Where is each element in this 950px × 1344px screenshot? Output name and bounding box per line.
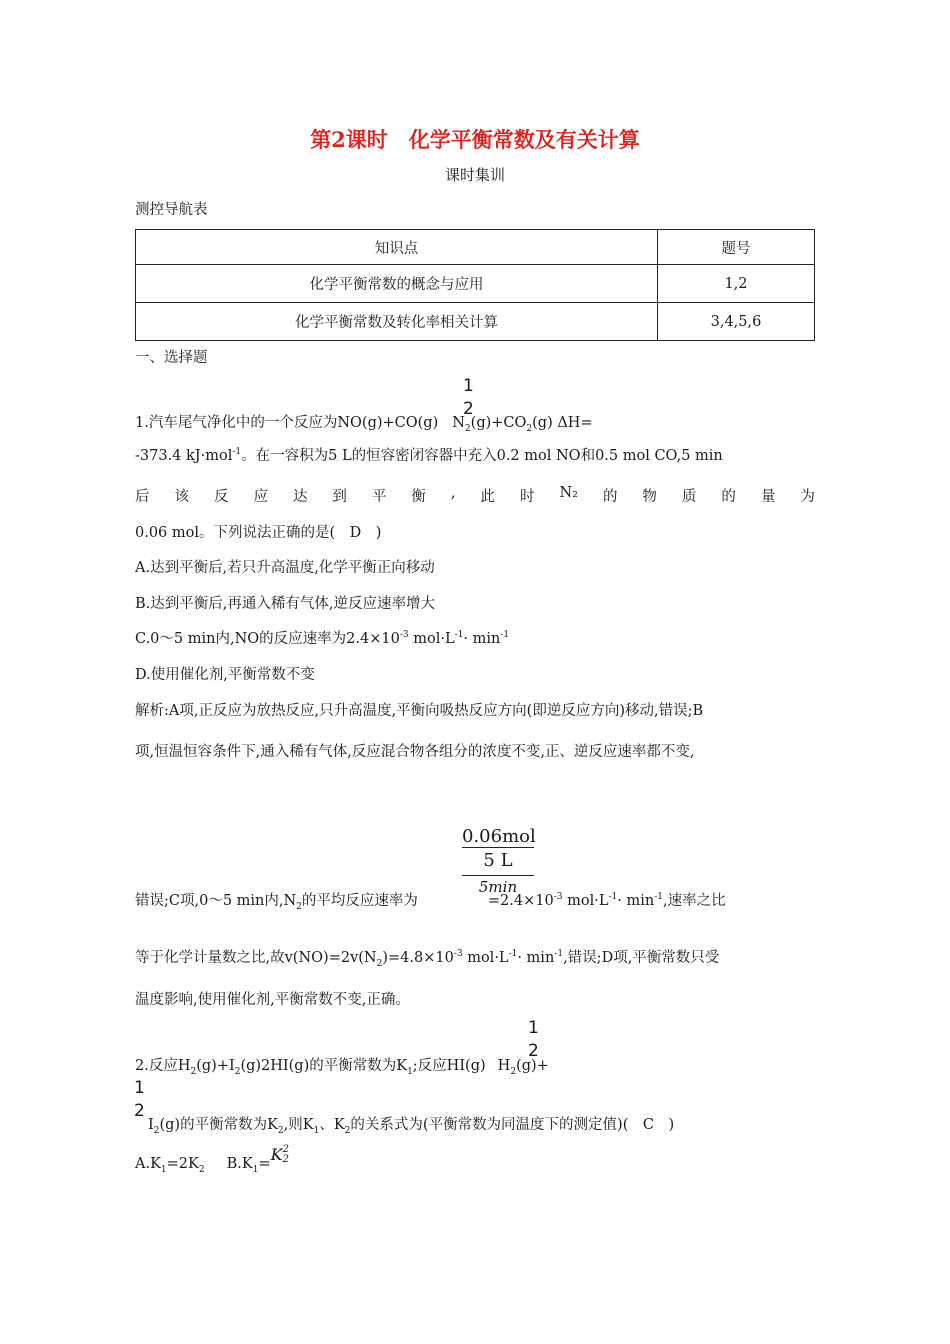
table-header-number: 题号 [658,230,815,265]
section-heading: 一、选择题 [135,350,208,366]
analysis-line-3: 错误;C项,0～5 min内$,N_2$的平均反应速率为 $=2.4\times 10^{-3}$ $mol\cdot L^{-1}\cdot \min^{-1}$,速率之比 [135,892,726,912]
table-cell-topic: 化学平衡常数的概念与应用 [136,265,658,303]
fraction-one-half: 1 2 [463,376,474,419]
question-2-line-2: $I_2(g)$的平衡常数为$K_2$,则$K_1$、$K_2$的关系式为(平衡常数为同温度下的测定值)( C ) [148,1117,675,1136]
question-2-options [135,1144,289,1175]
question-1-line-3: 后 该 反 应 达 到 平 衡 , 此 时 N₂ 的 物 质 的 量 为 [135,485,815,505]
option-a: $A.K_1=2K_2$ [135,1156,205,1175]
question-1-stem: 1.汽车尾气净化中的一个反应为NO(g)+CO(g) $N_2(g)+CO_2(g)$ ΔH= [135,415,593,434]
table-header-topic: 知识点 [136,230,658,265]
option-c: C.0～5 min内,NO的反应速率为$2.4\times 10^{-3}$ $mol\cdot L^{-1}\cdot \min^{-1}$ [135,630,510,647]
analysis-line-1: 解析:A项,正反应为放热反应,只升高温度,平衡向吸热反应方向(即逆反应方向)移动,错误;B [135,703,704,719]
table-cell-numbers: 3,4,5,6 [658,303,815,341]
option-b: $B.K_1=K$ 2 2 [226,1144,289,1175]
question-1-line-2: -373.4 kJ·mol$^{-1}$。在一容积为5 L的恒容密闭容器中充入0.2 mol NO和0.5 mol CO,5 min [135,447,723,464]
analysis-line-5: 温度影响,使用催化剂,平衡常数不变,正确。 [135,992,410,1008]
table-cell-numbers: 1,2 [658,265,815,303]
table-cell-topic: 化学平衡常数及转化率相关计算 [136,303,658,341]
question-2-line-1: 2.反应$H_2(g)+I_2(g)2HI(g)$的平衡常数为$K_1$;反应HI(g) $H_2(g)+$ [135,1058,549,1077]
fraction-one-half: 1 2 [134,1078,145,1121]
page-title: 第2课时 化学平衡常数及有关计算 [310,127,640,152]
option-b: B.达到平衡后,再通入稀有气体,逆反应速率增大 [135,596,435,612]
option-d: D.使用催化剂,平衡常数不变 [135,667,315,683]
analysis-line-4: 等于化学计量数之比,故$v(NO)=2v(N_2)=4.8\times 10^{-3}$ $mol\cdot L^{-1}\cdot \min^{-1}$,错误;D项,平衡常数只受 [135,949,720,969]
navigation-table [135,229,815,341]
subtitle: 课时集训 [444,166,505,184]
nav-label: 测控导航表 [135,202,208,218]
fraction-one-half: 1 2 [528,1018,539,1061]
option-a: A.达到平衡后,若只升高温度,化学平衡正向移动 [135,560,435,576]
question-1-line-4: 0.06 mol。下列说法正确的是( D ) [135,525,382,541]
rate-fraction: 0.06mol 5 L 5min [462,826,536,896]
analysis-line-2: 项,恒温恒容条件下,通入稀有气体,反应混合物各组分的浓度不变,正、逆反应速率都不变, [135,744,695,760]
